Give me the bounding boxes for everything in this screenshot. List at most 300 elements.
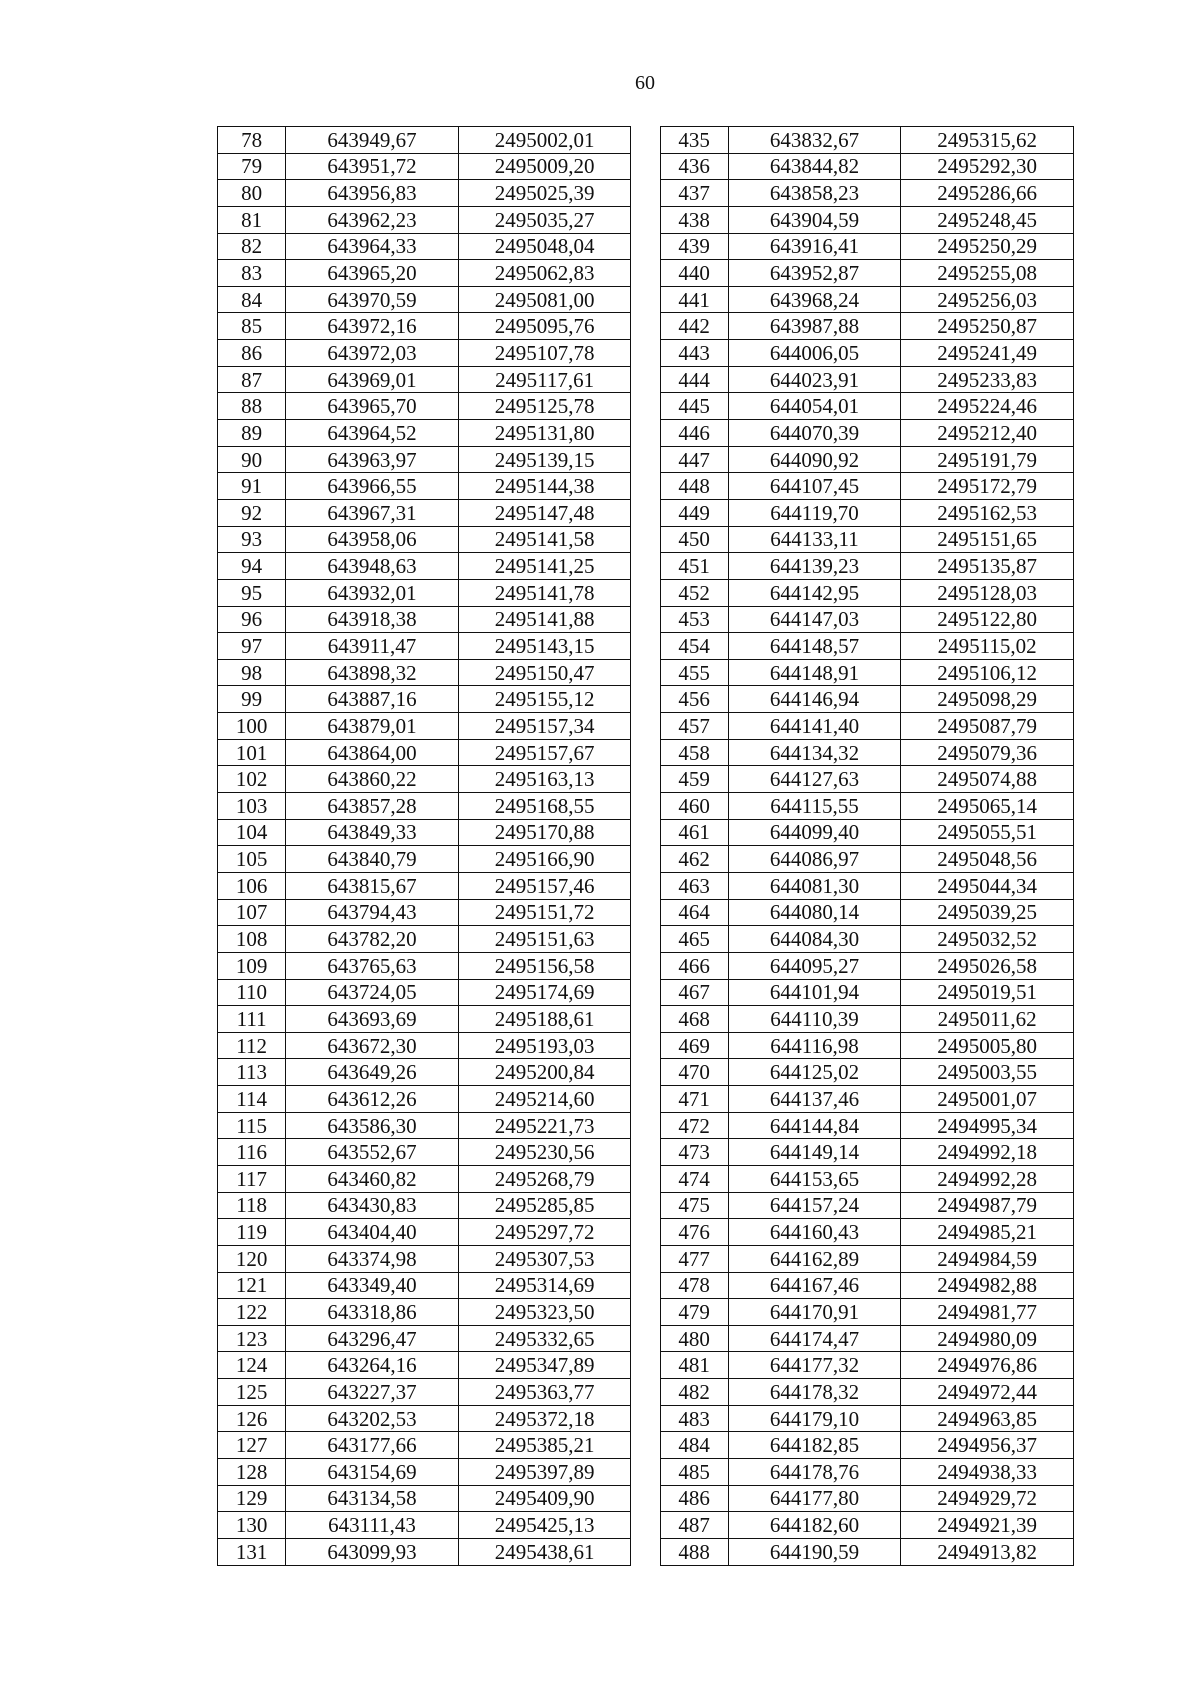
x-coordinate-cell: 643177,66 [286,1432,459,1459]
point-number-cell: 479 [660,1299,728,1326]
y-coordinate-cell: 2494976,86 [901,1352,1074,1379]
column-gap [631,1432,660,1459]
point-number-cell: 102 [218,766,286,793]
column-gap [631,206,660,233]
x-coordinate-cell: 644006,05 [728,340,901,367]
point-number-cell: 82 [218,233,286,260]
y-coordinate-cell: 2495268,79 [458,1165,631,1192]
table-row [218,1459,1074,1486]
table-row [218,1165,1074,1192]
y-coordinate-cell: 2495131,80 [458,420,631,447]
y-coordinate-cell: 2495144,38 [458,473,631,500]
column-gap [631,766,660,793]
page-number: 60 [635,72,655,94]
column-gap [631,180,660,207]
point-number-cell: 442 [660,313,728,340]
table-row [218,1245,1074,1272]
x-coordinate-cell: 643374,98 [286,1245,459,1272]
y-coordinate-cell: 2495170,88 [458,819,631,846]
y-coordinate-cell: 2495292,30 [901,153,1074,180]
point-number-cell: 107 [218,899,286,926]
x-coordinate-cell: 643430,83 [286,1192,459,1219]
y-coordinate-cell: 2495168,55 [458,793,631,820]
point-number-cell: 480 [660,1325,728,1352]
point-number-cell: 450 [660,526,728,553]
point-number-cell: 123 [218,1325,286,1352]
x-coordinate-cell: 643099,93 [286,1538,459,1565]
point-number-cell: 121 [218,1272,286,1299]
point-number-cell: 488 [660,1538,728,1565]
point-number-cell: 464 [660,899,728,926]
point-number-cell: 100 [218,713,286,740]
point-number-cell: 87 [218,366,286,393]
y-coordinate-cell: 2495151,63 [458,926,631,953]
x-coordinate-cell: 643724,05 [286,979,459,1006]
point-number-cell: 463 [660,872,728,899]
point-number-cell: 96 [218,606,286,633]
x-coordinate-cell: 644190,59 [728,1538,901,1565]
column-gap [631,127,660,154]
point-number-cell: 445 [660,393,728,420]
x-coordinate-cell: 643154,69 [286,1459,459,1486]
y-coordinate-cell: 2495143,15 [458,633,631,660]
point-number-cell: 447 [660,446,728,473]
x-coordinate-cell: 643972,16 [286,313,459,340]
y-coordinate-cell: 2495250,87 [901,313,1074,340]
table-row [218,606,1074,633]
table-row [218,1086,1074,1113]
x-coordinate-cell: 644101,94 [728,979,901,1006]
table-row [218,1512,1074,1539]
y-coordinate-cell: 2495174,69 [458,979,631,1006]
x-coordinate-cell: 643879,01 [286,713,459,740]
column-gap [631,1405,660,1432]
point-number-cell: 91 [218,473,286,500]
column-gap [631,393,660,420]
y-coordinate-cell: 2495214,60 [458,1086,631,1113]
y-coordinate-cell: 2495230,56 [458,1139,631,1166]
y-coordinate-cell: 2495250,29 [901,233,1074,260]
point-number-cell: 131 [218,1538,286,1565]
y-coordinate-cell: 2495438,61 [458,1538,631,1565]
table-row [218,633,1074,660]
y-coordinate-cell: 2495115,02 [901,633,1074,660]
y-coordinate-cell: 2495307,53 [458,1245,631,1272]
point-number-cell: 109 [218,952,286,979]
x-coordinate-cell: 644147,03 [728,606,901,633]
point-number-cell: 111 [218,1006,286,1033]
point-number-cell: 81 [218,206,286,233]
y-coordinate-cell: 2494921,39 [901,1512,1074,1539]
point-number-cell: 95 [218,579,286,606]
table-row [218,366,1074,393]
point-number-cell: 456 [660,686,728,713]
x-coordinate-cell: 643296,47 [286,1325,459,1352]
x-coordinate-cell: 643965,70 [286,393,459,420]
x-coordinate-cell: 644177,32 [728,1352,901,1379]
y-coordinate-cell: 2495166,90 [458,846,631,873]
column-gap [631,1245,660,1272]
point-number-cell: 481 [660,1352,728,1379]
point-number-cell: 487 [660,1512,728,1539]
column-gap [631,713,660,740]
table-row [218,659,1074,686]
x-coordinate-cell: 643111,43 [286,1512,459,1539]
point-number-cell: 438 [660,206,728,233]
point-number-cell: 461 [660,819,728,846]
table-row [218,1299,1074,1326]
table-row [218,1272,1074,1299]
y-coordinate-cell: 2495098,29 [901,686,1074,713]
y-coordinate-cell: 2495107,78 [458,340,631,367]
table-row [218,127,1074,154]
point-number-cell: 78 [218,127,286,154]
y-coordinate-cell: 2495323,50 [458,1299,631,1326]
table-row [218,393,1074,420]
x-coordinate-cell: 644070,39 [728,420,901,447]
column-gap [631,473,660,500]
x-coordinate-cell: 644144,84 [728,1112,901,1139]
x-coordinate-cell: 643794,43 [286,899,459,926]
x-coordinate-cell: 643858,23 [728,180,901,207]
x-coordinate-cell: 644080,14 [728,899,901,926]
point-number-cell: 97 [218,633,286,660]
x-coordinate-cell: 644148,91 [728,659,901,686]
y-coordinate-cell: 2495141,25 [458,553,631,580]
table-row [218,1192,1074,1219]
y-coordinate-cell: 2495248,45 [901,206,1074,233]
y-coordinate-cell: 2495055,51 [901,819,1074,846]
table-row [218,1325,1074,1352]
point-number-cell: 92 [218,499,286,526]
point-number-cell: 449 [660,499,728,526]
y-coordinate-cell: 2495122,80 [901,606,1074,633]
column-gap [631,979,660,1006]
table-row [218,420,1074,447]
column-gap [631,819,660,846]
point-number-cell: 441 [660,286,728,313]
y-coordinate-cell: 2495065,14 [901,793,1074,820]
y-coordinate-cell: 2494981,77 [901,1299,1074,1326]
x-coordinate-cell: 644142,95 [728,579,901,606]
x-coordinate-cell: 643962,23 [286,206,459,233]
x-coordinate-cell: 643948,63 [286,553,459,580]
point-number-cell: 439 [660,233,728,260]
y-coordinate-cell: 2494995,34 [901,1112,1074,1139]
table-row [218,1059,1074,1086]
table-row [218,1219,1074,1246]
table-row [218,846,1074,873]
x-coordinate-cell: 644110,39 [728,1006,901,1033]
point-number-cell: 124 [218,1352,286,1379]
point-number-cell: 455 [660,659,728,686]
point-number-cell: 108 [218,926,286,953]
x-coordinate-cell: 644137,46 [728,1086,901,1113]
x-coordinate-cell: 644153,65 [728,1165,901,1192]
column-gap [631,1006,660,1033]
point-number-cell: 457 [660,713,728,740]
point-number-cell: 118 [218,1192,286,1219]
point-number-cell: 88 [218,393,286,420]
column-gap [631,233,660,260]
column-gap [631,579,660,606]
y-coordinate-cell: 2495286,66 [901,180,1074,207]
y-coordinate-cell: 2494992,28 [901,1165,1074,1192]
point-number-cell: 94 [218,553,286,580]
x-coordinate-cell: 644141,40 [728,713,901,740]
y-coordinate-cell: 2494972,44 [901,1379,1074,1406]
y-coordinate-cell: 2495048,56 [901,846,1074,873]
x-coordinate-cell: 644086,97 [728,846,901,873]
x-coordinate-cell: 643918,38 [286,606,459,633]
column-gap [631,952,660,979]
y-coordinate-cell: 2495048,04 [458,233,631,260]
x-coordinate-cell: 643958,06 [286,526,459,553]
point-number-cell: 474 [660,1165,728,1192]
y-coordinate-cell: 2495157,67 [458,739,631,766]
table-row [218,1112,1074,1139]
point-number-cell: 437 [660,180,728,207]
x-coordinate-cell: 643815,67 [286,872,459,899]
column-gap [631,526,660,553]
column-gap [631,1325,660,1352]
point-number-cell: 452 [660,579,728,606]
x-coordinate-cell: 643966,55 [286,473,459,500]
y-coordinate-cell: 2495081,00 [458,286,631,313]
point-number-cell: 471 [660,1086,728,1113]
point-number-cell: 486 [660,1485,728,1512]
point-number-cell: 473 [660,1139,728,1166]
y-coordinate-cell: 2494984,59 [901,1245,1074,1272]
x-coordinate-cell: 644090,92 [728,446,901,473]
column-gap [631,659,660,686]
column-gap [631,1086,660,1113]
y-coordinate-cell: 2495117,61 [458,366,631,393]
column-gap [631,1379,660,1406]
x-coordinate-cell: 643782,20 [286,926,459,953]
y-coordinate-cell: 2494987,79 [901,1192,1074,1219]
x-coordinate-cell: 643949,67 [286,127,459,154]
point-number-cell: 478 [660,1272,728,1299]
y-coordinate-cell: 2495314,69 [458,1272,631,1299]
x-coordinate-cell: 644125,02 [728,1059,901,1086]
x-coordinate-cell: 644116,98 [728,1032,901,1059]
column-gap [631,1165,660,1192]
table-row [218,473,1074,500]
column-gap [631,499,660,526]
y-coordinate-cell: 2495032,52 [901,926,1074,953]
column-gap [631,793,660,820]
column-gap [631,1219,660,1246]
x-coordinate-cell: 643964,52 [286,420,459,447]
column-gap [631,366,660,393]
x-coordinate-cell: 644178,32 [728,1379,901,1406]
x-coordinate-cell: 643967,31 [286,499,459,526]
y-coordinate-cell: 2495025,39 [458,180,631,207]
point-number-cell: 98 [218,659,286,686]
x-coordinate-cell: 643987,88 [728,313,901,340]
point-number-cell: 443 [660,340,728,367]
point-number-cell: 127 [218,1432,286,1459]
y-coordinate-cell: 2495191,79 [901,446,1074,473]
y-coordinate-cell: 2495385,21 [458,1432,631,1459]
point-number-cell: 444 [660,366,728,393]
table-row [218,180,1074,207]
point-number-cell: 93 [218,526,286,553]
point-number-cell: 90 [218,446,286,473]
column-gap [631,286,660,313]
y-coordinate-cell: 2495163,13 [458,766,631,793]
y-coordinate-cell: 2495193,03 [458,1032,631,1059]
column-gap [631,1485,660,1512]
point-number-cell: 79 [218,153,286,180]
x-coordinate-cell: 643965,20 [286,260,459,287]
x-coordinate-cell: 643840,79 [286,846,459,873]
table-row [218,260,1074,287]
point-number-cell: 470 [660,1059,728,1086]
x-coordinate-cell: 643972,03 [286,340,459,367]
coordinates-table [217,126,1074,1566]
y-coordinate-cell: 2495297,72 [458,1219,631,1246]
table-row [218,206,1074,233]
y-coordinate-cell: 2495332,65 [458,1325,631,1352]
point-number-cell: 80 [218,180,286,207]
point-number-cell: 103 [218,793,286,820]
point-number-cell: 128 [218,1459,286,1486]
x-coordinate-cell: 643849,33 [286,819,459,846]
point-number-cell: 113 [218,1059,286,1086]
x-coordinate-cell: 644084,30 [728,926,901,953]
x-coordinate-cell: 644115,55 [728,793,901,820]
y-coordinate-cell: 2495212,40 [901,420,1074,447]
y-coordinate-cell: 2495128,03 [901,579,1074,606]
y-coordinate-cell: 2495002,01 [458,127,631,154]
point-number-cell: 122 [218,1299,286,1326]
y-coordinate-cell: 2495224,46 [901,393,1074,420]
x-coordinate-cell: 643887,16 [286,686,459,713]
y-coordinate-cell: 2495001,07 [901,1086,1074,1113]
table-row [218,899,1074,926]
y-coordinate-cell: 2495372,18 [458,1405,631,1432]
column-gap [631,739,660,766]
point-number-cell: 119 [218,1219,286,1246]
point-number-cell: 106 [218,872,286,899]
point-number-cell: 475 [660,1192,728,1219]
x-coordinate-cell: 643318,86 [286,1299,459,1326]
y-coordinate-cell: 2495009,20 [458,153,631,180]
table-row [218,1032,1074,1059]
table-row [218,1432,1074,1459]
column-gap [631,1112,660,1139]
point-number-cell: 484 [660,1432,728,1459]
y-coordinate-cell: 2494992,18 [901,1139,1074,1166]
point-number-cell: 440 [660,260,728,287]
point-number-cell: 446 [660,420,728,447]
x-coordinate-cell: 644119,70 [728,499,901,526]
table-row [218,286,1074,313]
x-coordinate-cell: 644095,27 [728,952,901,979]
column-gap [631,926,660,953]
x-coordinate-cell: 643969,01 [286,366,459,393]
x-coordinate-cell: 643552,67 [286,1139,459,1166]
y-coordinate-cell: 2495062,83 [458,260,631,287]
x-coordinate-cell: 644148,57 [728,633,901,660]
point-number-cell: 485 [660,1459,728,1486]
y-coordinate-cell: 2495188,61 [458,1006,631,1033]
x-coordinate-cell: 643649,26 [286,1059,459,1086]
y-coordinate-cell: 2495003,55 [901,1059,1074,1086]
x-coordinate-cell: 643968,24 [728,286,901,313]
y-coordinate-cell: 2494982,88 [901,1272,1074,1299]
table-row [218,1379,1074,1406]
table-row [218,340,1074,367]
column-gap [631,1192,660,1219]
point-number-cell: 467 [660,979,728,1006]
table-row [218,739,1074,766]
x-coordinate-cell: 643672,30 [286,1032,459,1059]
y-coordinate-cell: 2495141,88 [458,606,631,633]
table-row [218,553,1074,580]
x-coordinate-cell: 644149,14 [728,1139,901,1166]
y-coordinate-cell: 2495019,51 [901,979,1074,1006]
point-number-cell: 101 [218,739,286,766]
point-number-cell: 448 [660,473,728,500]
table-row [218,872,1074,899]
x-coordinate-cell: 643844,82 [728,153,901,180]
point-number-cell: 85 [218,313,286,340]
column-gap [631,1059,660,1086]
column-gap [631,340,660,367]
point-number-cell: 469 [660,1032,728,1059]
y-coordinate-cell: 2495139,15 [458,446,631,473]
x-coordinate-cell: 643951,72 [286,153,459,180]
x-coordinate-cell: 644179,10 [728,1405,901,1432]
point-number-cell: 472 [660,1112,728,1139]
table-row [218,499,1074,526]
x-coordinate-cell: 643612,26 [286,1086,459,1113]
point-number-cell: 86 [218,340,286,367]
x-coordinate-cell: 644182,85 [728,1432,901,1459]
y-coordinate-cell: 2495233,83 [901,366,1074,393]
point-number-cell: 115 [218,1112,286,1139]
x-coordinate-cell: 643904,59 [728,206,901,233]
point-number-cell: 462 [660,846,728,873]
point-number-cell: 482 [660,1379,728,1406]
table-row [218,793,1074,820]
x-coordinate-cell: 643956,83 [286,180,459,207]
x-coordinate-cell: 643970,59 [286,286,459,313]
column-gap [631,1459,660,1486]
y-coordinate-cell: 2495151,72 [458,899,631,926]
x-coordinate-cell: 643765,63 [286,952,459,979]
x-coordinate-cell: 644146,94 [728,686,901,713]
column-gap [631,260,660,287]
x-coordinate-cell: 643202,53 [286,1405,459,1432]
column-gap [631,1538,660,1565]
y-coordinate-cell: 2495397,89 [458,1459,631,1486]
x-coordinate-cell: 643963,97 [286,446,459,473]
column-gap [631,1512,660,1539]
point-number-cell: 460 [660,793,728,820]
x-coordinate-cell: 644054,01 [728,393,901,420]
y-coordinate-cell: 2495135,87 [901,553,1074,580]
column-gap [631,1272,660,1299]
y-coordinate-cell: 2494929,72 [901,1485,1074,1512]
table-row [218,713,1074,740]
y-coordinate-cell: 2495074,88 [901,766,1074,793]
x-coordinate-cell: 644081,30 [728,872,901,899]
point-number-cell: 83 [218,260,286,287]
